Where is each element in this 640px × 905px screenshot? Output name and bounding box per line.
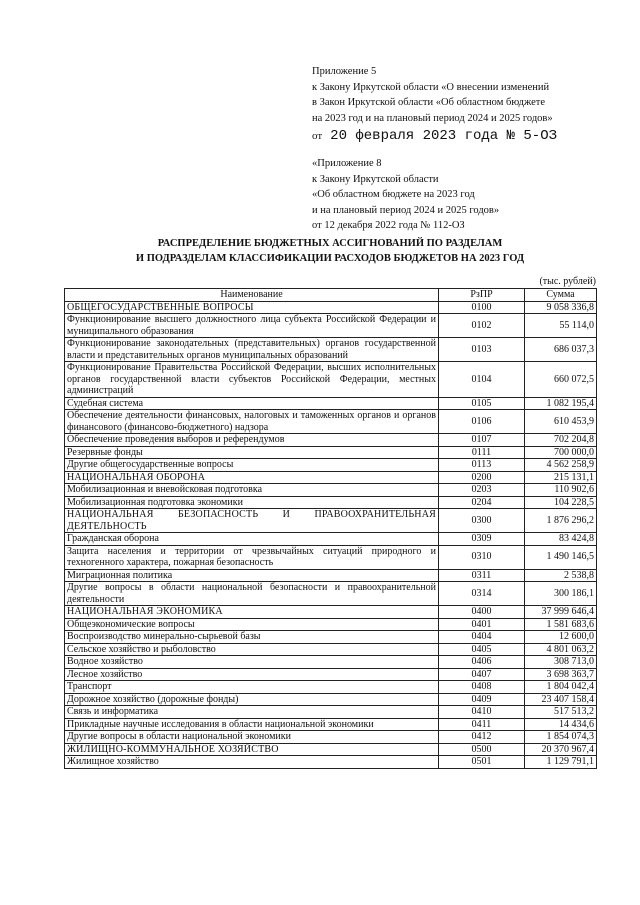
cell-code: 0408: [439, 681, 525, 694]
cell-sum: 660 072,5: [525, 362, 597, 398]
table-section-row: [65, 743, 597, 756]
cell-code: 0311: [439, 569, 525, 582]
appendix8-line: «Приложение 8: [312, 158, 382, 169]
table-row: [65, 643, 597, 656]
table-row: [65, 397, 597, 410]
cell-code: 0111: [439, 446, 525, 459]
cell-sum: 2 538,8: [525, 569, 597, 582]
cell-code: 0113: [439, 459, 525, 472]
cell-sum: 110 902,6: [525, 484, 597, 497]
cell-code: 0103: [439, 338, 525, 362]
cell-sum: 1 876 296,2: [525, 509, 597, 533]
col-header-name: Наименование: [65, 289, 439, 302]
cell-code: 0204: [439, 496, 525, 509]
table-row: [65, 533, 597, 546]
cell-sum: 20 370 967,4: [525, 743, 597, 756]
cell-name: Мобилизационная подготовка экономики: [65, 496, 439, 509]
cell-code: 0501: [439, 756, 525, 769]
date-prefix: от: [312, 130, 323, 142]
cell-sum: 215 131,1: [525, 471, 597, 484]
table-row: [65, 656, 597, 669]
law-date-line: [312, 128, 557, 144]
cell-name: НАЦИОНАЛЬНАЯ ЭКОНОМИКА: [65, 606, 439, 619]
appendix8-block: [312, 156, 499, 234]
cell-sum: 3 698 363,7: [525, 668, 597, 681]
cell-sum: 37 999 646,4: [525, 606, 597, 619]
cell-sum: 1 804 042,4: [525, 681, 597, 694]
table-row: [65, 569, 597, 582]
cell-code: 0400: [439, 606, 525, 619]
table-row: [65, 706, 597, 719]
appendix5-line: в Закон Иркутской области «Об областном бюджете: [312, 97, 546, 108]
cell-sum: 686 037,3: [525, 338, 597, 362]
cell-sum: 1 581 683,6: [525, 618, 597, 631]
cell-code: 0404: [439, 631, 525, 644]
cell-name: Обеспечение деятельности финансовых, налоговых и таможенных органов и органов финансового (финансово-бюджетного) надзора: [65, 410, 439, 434]
cell-code: 0102: [439, 314, 525, 338]
title-line-1: РАСПРЕДЕЛЕНИЕ БЮДЖЕТНЫХ АССИГНОВАНИЙ ПО РАЗДЕЛАМ: [157, 238, 503, 249]
cell-code: 0100: [439, 301, 525, 314]
cell-code: 0107: [439, 434, 525, 447]
cell-code: 0106: [439, 410, 525, 434]
cell-name: Общеэкономические вопросы: [65, 618, 439, 631]
date-stamp: 20 февраля 2023 года № 5-ОЗ: [330, 128, 558, 144]
cell-sum: 1 082 195,4: [525, 397, 597, 410]
cell-sum: 517 513,2: [525, 706, 597, 719]
cell-code: 0104: [439, 362, 525, 398]
table-row: [65, 545, 597, 569]
cell-sum: 702 204,8: [525, 434, 597, 447]
cell-sum: 14 434,6: [525, 718, 597, 731]
table-row: [65, 668, 597, 681]
cell-code: 0406: [439, 656, 525, 669]
cell-name: Транспорт: [65, 681, 439, 694]
cell-sum: 9 058 336,8: [525, 301, 597, 314]
col-header-code: РзПР: [439, 289, 525, 302]
cell-sum: 308 713,0: [525, 656, 597, 669]
table-section-row: [65, 606, 597, 619]
cell-name: ОБЩЕГОСУДАРСТВЕННЫЕ ВОПРОСЫ: [65, 301, 439, 314]
cell-code: 0203: [439, 484, 525, 497]
table-row: [65, 484, 597, 497]
units-label: (тыс. рублей): [539, 276, 596, 287]
table-row: [65, 496, 597, 509]
table-row: [65, 756, 597, 769]
cell-name: Лесное хозяйство: [65, 668, 439, 681]
cell-sum: 1 490 146,5: [525, 545, 597, 569]
cell-code: 0310: [439, 545, 525, 569]
appendix5-line: Приложение 5: [312, 66, 377, 77]
appendix8-line: «Об областном бюджете на 2023 год: [312, 189, 475, 200]
table-section-row: [65, 509, 597, 533]
cell-sum: 610 453,9: [525, 410, 597, 434]
cell-name: ЖИЛИЩНО-КОММУНАЛЬНОЕ ХОЗЯЙСТВО: [65, 743, 439, 756]
table-row: [65, 338, 597, 362]
cell-code: 0300: [439, 509, 525, 533]
cell-name: Водное хозяйство: [65, 656, 439, 669]
title-line-2: И ПОДРАЗДЕЛАМ КЛАССИФИКАЦИИ РАСХОДОВ БЮДЖЕТОВ НА 2023 ГОД: [135, 253, 525, 264]
cell-name: НАЦИОНАЛЬНАЯ БЕЗОПАСНОСТЬ И ПРАВООХРАНИТЕЛЬНАЯ ДЕЯТЕЛЬНОСТЬ: [65, 509, 439, 533]
appendix5-block: [312, 64, 553, 126]
cell-name: Функционирование Правительства Российской Федерации, высших исполнительных органов государственной власти субъектов Российской Федерации, местных администраций: [65, 362, 439, 398]
cell-name: Мобилизационная и вневойсковая подготовка: [65, 484, 439, 497]
table-row: [65, 618, 597, 631]
cell-name: Судебная система: [65, 397, 439, 410]
cell-name: Функционирование высшего должностного лица субъекта Российской Федерации и муниципального образования: [65, 314, 439, 338]
cell-code: 0411: [439, 718, 525, 731]
cell-sum: 104 228,5: [525, 496, 597, 509]
cell-name: Другие вопросы в области национальной безопасности и правоохранительной деятельности: [65, 582, 439, 606]
table-row: [65, 718, 597, 731]
table-section-row: [65, 471, 597, 484]
budget-table: [64, 288, 597, 769]
table-row: [65, 446, 597, 459]
cell-code: 0401: [439, 618, 525, 631]
cell-name: Миграционная политика: [65, 569, 439, 582]
table-row: [65, 410, 597, 434]
cell-name: Обеспечение проведения выборов и референдумов: [65, 434, 439, 447]
table-row: [65, 362, 597, 398]
appendix8-line: к Закону Иркутской области: [312, 173, 439, 185]
cell-sum: 300 186,1: [525, 582, 597, 606]
table-row: [65, 731, 597, 744]
table-row: [65, 434, 597, 447]
table-row: [65, 681, 597, 694]
appendix5-line: на 2023 год и на плановый период 2024 и 2025 годов»: [312, 112, 553, 124]
cell-code: 0314: [439, 582, 525, 606]
cell-name: Дорожное хозяйство (дорожные фонды): [65, 693, 439, 706]
cell-code: 0500: [439, 743, 525, 756]
cell-name: Связь и информатика: [65, 706, 439, 719]
cell-name: Прикладные научные исследования в области национальной экономики: [65, 718, 439, 731]
table-header-row: [65, 289, 597, 302]
cell-name: Резервные фонды: [65, 446, 439, 459]
cell-code: 0405: [439, 643, 525, 656]
cell-name: Жилищное хозяйство: [65, 756, 439, 769]
cell-name: Воспроизводство минерально-сырьевой базы: [65, 631, 439, 644]
cell-code: 0105: [439, 397, 525, 410]
cell-code: 0412: [439, 731, 525, 744]
cell-name: Другие вопросы в области национальной экономики: [65, 731, 439, 744]
cell-sum: 700 000,0: [525, 446, 597, 459]
cell-sum: 1 129 791,1: [525, 756, 597, 769]
table-section-row: [65, 301, 597, 314]
cell-code: 0200: [439, 471, 525, 484]
cell-name: Функционирование законодательных (представительных) органов государственной власти и представительных органов муниципальных образований: [65, 338, 439, 362]
table-row: [65, 693, 597, 706]
cell-sum: 55 114,0: [525, 314, 597, 338]
cell-name: Защита населения и территории от чрезвычайных ситуаций природного и техногенного характера, пожарная безопасность: [65, 545, 439, 569]
cell-name: Другие общегосударственные вопросы: [65, 459, 439, 472]
table-row: [65, 314, 597, 338]
appendix8-line: от 12 декабря 2022 года № 112-ОЗ: [312, 220, 465, 231]
appendix8-line: и на плановый период 2024 и 2025 годов»: [312, 204, 500, 216]
cell-sum: 23 407 158,4: [525, 693, 597, 706]
cell-code: 0407: [439, 668, 525, 681]
cell-name: НАЦИОНАЛЬНАЯ ОБОРОНА: [65, 471, 439, 484]
table-row: [65, 582, 597, 606]
document-title: [60, 236, 600, 266]
appendix5-line: к Закону Иркутской области «О внесении изменений: [312, 81, 550, 93]
cell-name: Гражданская оборона: [65, 533, 439, 546]
cell-code: 0410: [439, 706, 525, 719]
cell-name: Сельское хозяйство и рыболовство: [65, 643, 439, 656]
col-header-sum: Сумма: [525, 289, 597, 302]
cell-sum: 12 600,0: [525, 631, 597, 644]
cell-sum: 83 424,8: [525, 533, 597, 546]
cell-sum: 1 854 074,3: [525, 731, 597, 744]
cell-sum: 4 562 258,9: [525, 459, 597, 472]
cell-code: 0309: [439, 533, 525, 546]
table-body: [65, 301, 597, 768]
cell-sum: 4 801 063,2: [525, 643, 597, 656]
table-row: [65, 459, 597, 472]
cell-code: 0409: [439, 693, 525, 706]
table-row: [65, 631, 597, 644]
